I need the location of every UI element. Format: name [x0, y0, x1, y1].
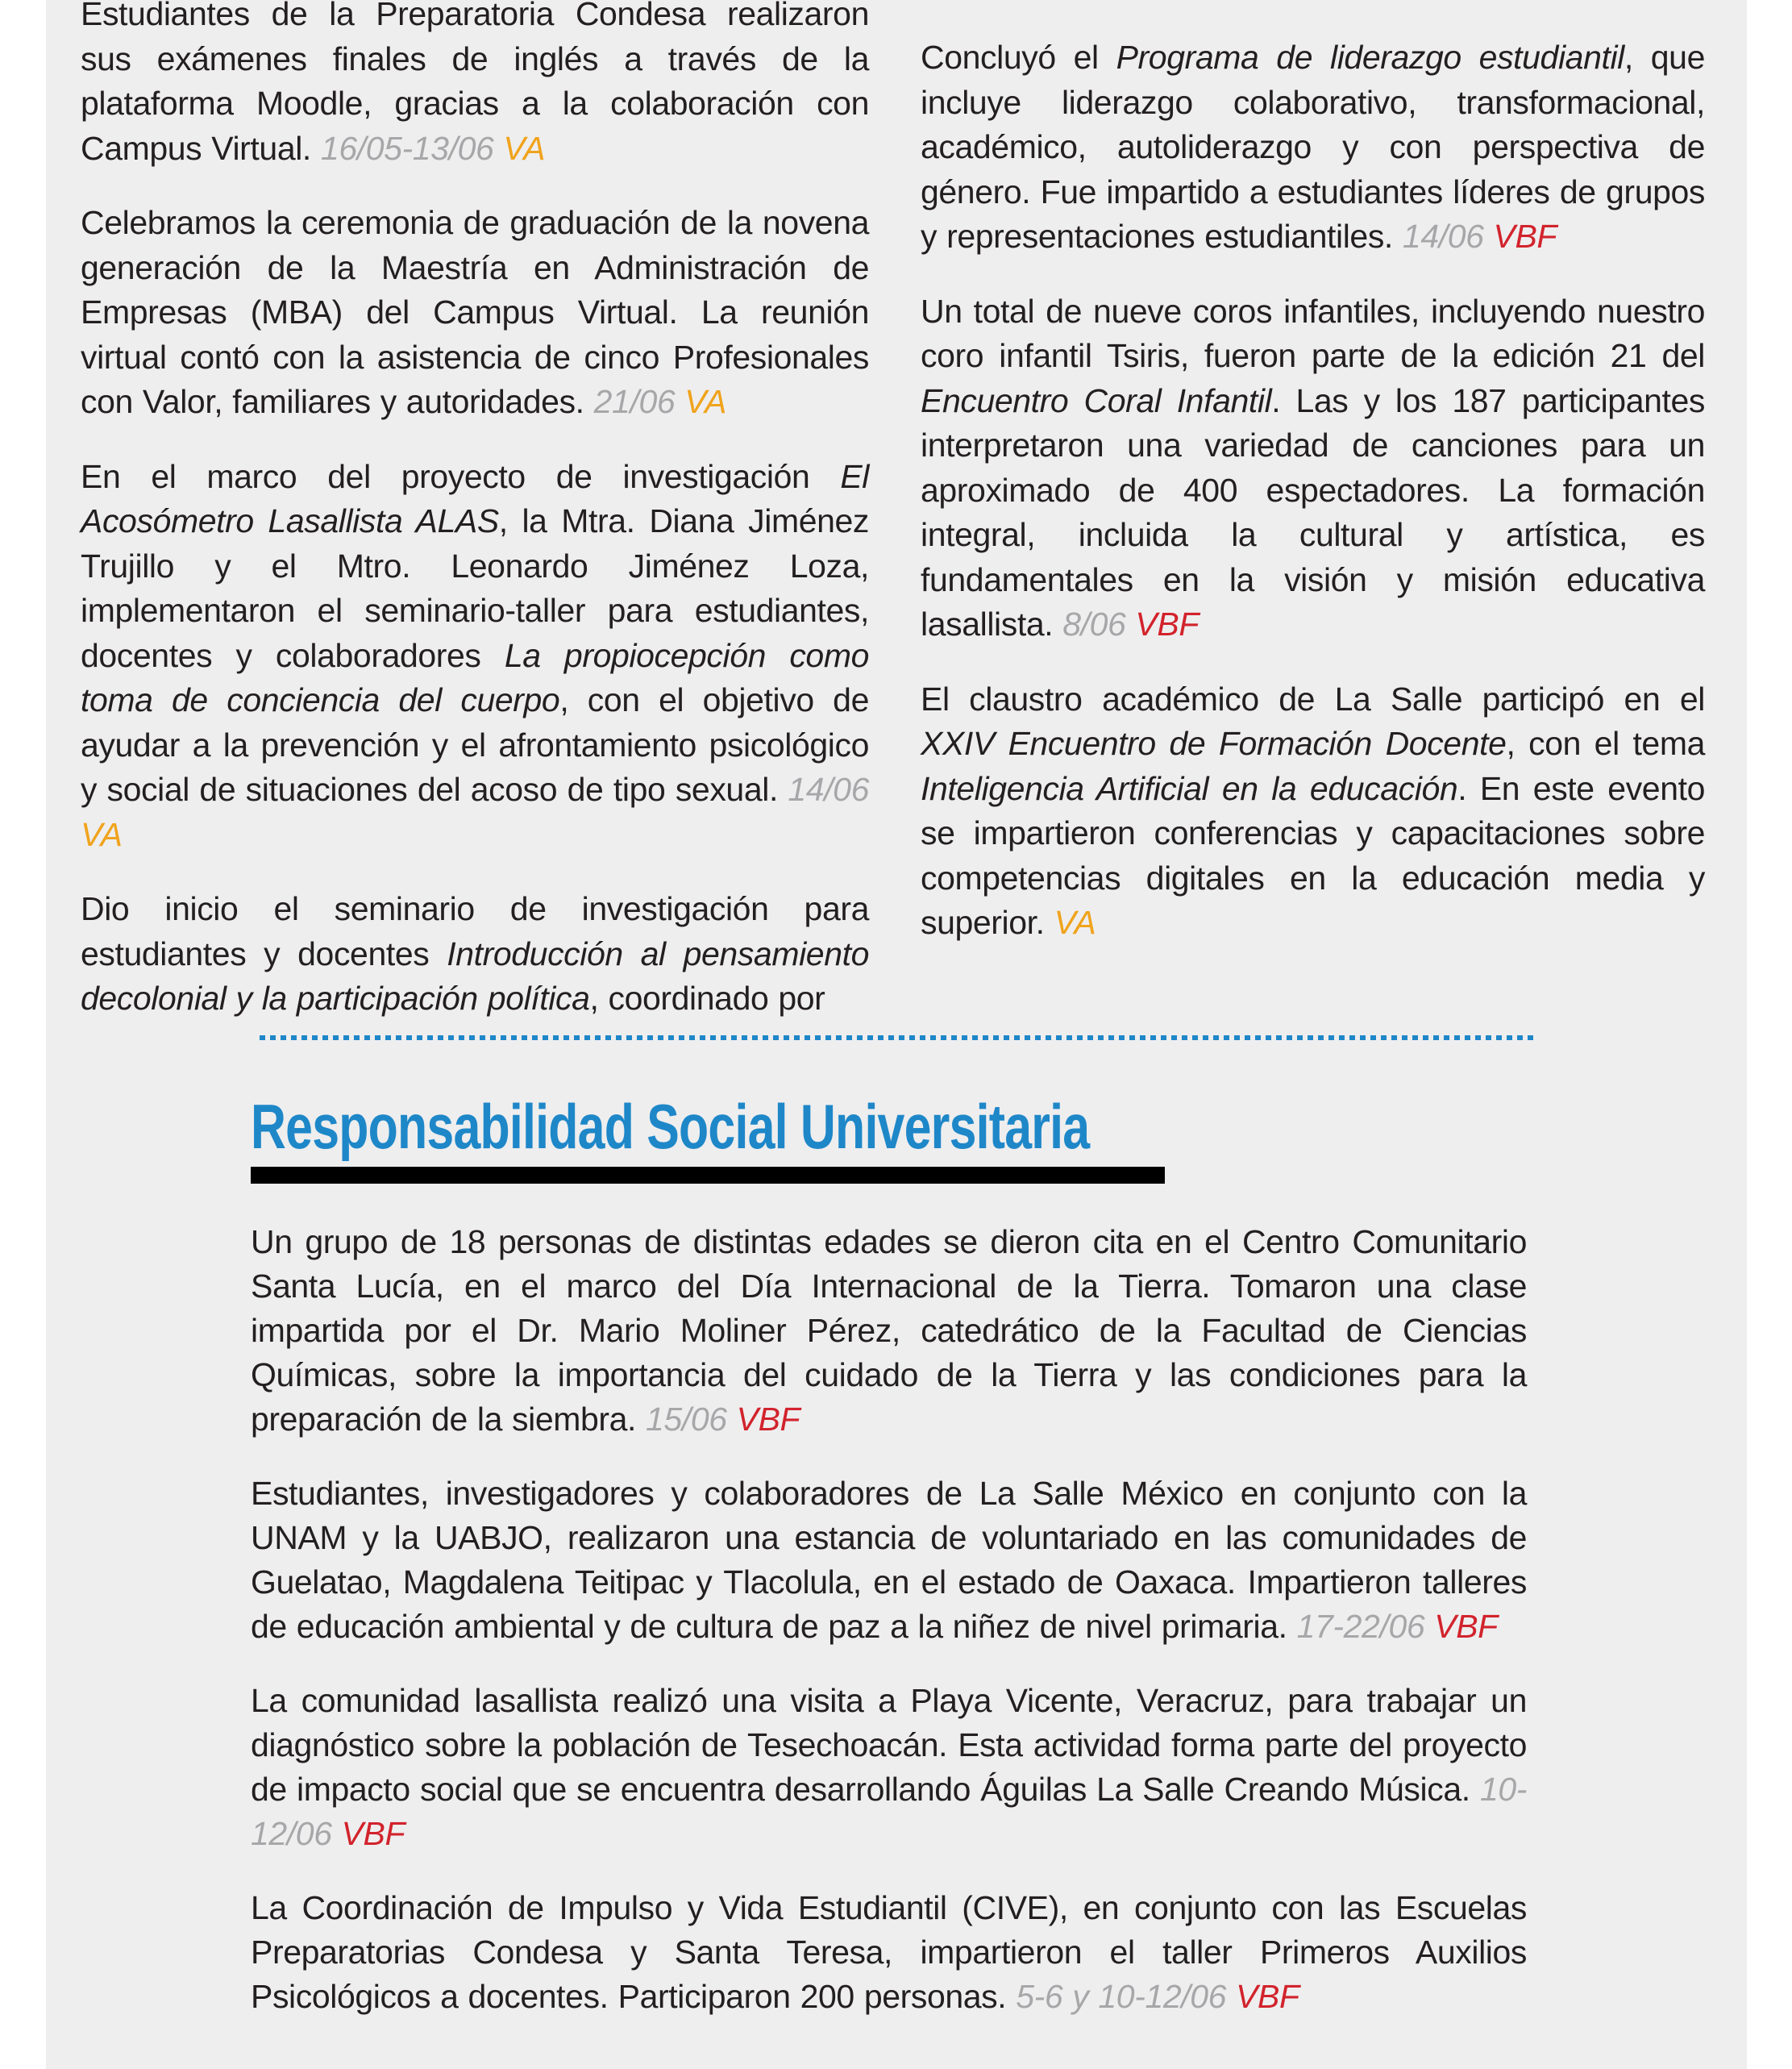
text-run: , con el objetivo de ayudar a la prevención y el afrontamiento psicológico y social de situaciones del acoso de tipo sexual. — [81, 681, 869, 808]
paragraph — [81, 0, 869, 171]
date-stamp: 8/06 — [1062, 606, 1126, 643]
campus-tag: VBF — [1493, 218, 1557, 255]
text-run: , coordinado por — [589, 980, 825, 1017]
text-run: , que incluye liderazgo colaborativo, transformacional, académico, autoliderazgo y con perspectiva de género. Fue impartido a estudiantes líderes de grupos y representaciones estudiantiles. — [921, 39, 1705, 255]
date-stamp: 17-22/06 — [1296, 1608, 1425, 1645]
paragraph — [251, 1679, 1527, 1856]
italic-title-run: Inteligencia Artificial en la educación — [921, 769, 1458, 807]
text-run — [493, 130, 503, 167]
campus-tag: VBF — [341, 1815, 405, 1852]
campus-tag: VBF — [1434, 1608, 1498, 1645]
text-run: , con el tema — [1506, 725, 1705, 762]
italic-title-run: La propiocepción como toma de conciencia del cuerpo — [81, 636, 869, 718]
text-run — [1125, 606, 1135, 643]
section-divider-dashed — [260, 1035, 1538, 1040]
column-right — [921, 35, 1705, 976]
date-stamp: 5-6 y 10-12/06 — [1016, 1978, 1227, 2015]
text-run: . En este evento se impartieron conferencias y capacitaciones sobre competencias digitales en la educación media y superior. — [921, 769, 1705, 941]
campus-tag: VA — [503, 129, 546, 167]
text-run: , la Mtra. Diana Jiménez Trujillo y el Mtro. Leonardo Jiménez Loza, implementaron el seminario-taller para estudiantes, docentes y colaboradores — [81, 502, 870, 674]
date-stamp: 14/06 — [1402, 218, 1484, 255]
paragraph — [251, 1886, 1527, 2019]
date-stamp: 21/06 — [593, 383, 676, 420]
section-body — [251, 1220, 1527, 2049]
text-run — [727, 1401, 737, 1438]
campus-tag: VA — [684, 383, 726, 420]
text-run: Celebramos la ceremonia de graduación de la novena generación de la Maestría en Administración de Empresas (MBA) del Campus Virtual. La reunión virtual contó con la asistencia de cinco Profesionales con Valor, familiares y autoridades. — [81, 204, 869, 420]
text-run — [1424, 1608, 1434, 1645]
paragraph — [251, 1472, 1527, 1649]
text-run — [675, 383, 684, 420]
italic-title-run: El Acosómetro Lasallista ALAS — [81, 457, 869, 539]
date-stamp: 15/06 — [646, 1401, 727, 1438]
campus-tag: VBF — [1135, 606, 1199, 643]
text-run: La Coordinación de Impulso y Vida Estudiantil (CIVE), en conjunto con las Escuelas Preparatorias Condesa y Santa Teresa, impartieron el taller Primeros Auxilios Psicológicos a docentes. Participaron 200 personas. — [251, 1889, 1527, 2015]
text-run: . Las y los 187 participantes interpretaron una variedad de canciones para un aproximado de 400 espectadores. La formación integral, incluida la cultural y artística, es fundamentales en la visión y misión educativa lasallista. — [921, 381, 1706, 643]
campus-tag: VBF — [736, 1401, 800, 1438]
column-left — [81, 0, 869, 1051]
text-run: La comunidad lasallista realizó una visita a Playa Vicente, Veracruz, para trabajar un diagnóstico sobre la población de Tesechoacán. Esta actividad forma parte del proyecto de impacto social que se encuentra desarrollando Águilas La Salle Creando Música. — [251, 1682, 1527, 1808]
paragraph — [251, 1220, 1527, 1442]
campus-tag: VA — [1054, 904, 1096, 941]
italic-title-run: Introducción al pensamiento decolonial y la participación política — [81, 935, 869, 1017]
text-run: El claustro académico de La Salle participó en el — [921, 680, 1705, 718]
text-run: Estudiantes de la Preparatoria Condesa realizaron sus exámenes finales de inglés a través de la plataforma Moodle, gracias a la colaboración con Campus Virtual. — [81, 0, 869, 167]
campus-tag: VBF — [1236, 1978, 1299, 2015]
campus-tag: VA — [81, 815, 123, 853]
text-run — [332, 1815, 342, 1852]
text-run: Dio inicio el seminario de investigación para estudiantes y docentes — [81, 890, 869, 972]
date-stamp: 14/06 — [788, 771, 869, 808]
paragraph — [81, 887, 869, 1022]
text-run: En el marco del proyecto de investigación — [81, 457, 841, 495]
paragraph — [81, 201, 869, 425]
text-run: Concluyó el — [921, 39, 1116, 76]
section-heading: Responsabilidad Social Universitaria — [251, 1091, 1090, 1162]
text-run — [1226, 1978, 1236, 2015]
text-run: Un grupo de 18 personas de distintas edades se dieron cita en el Centro Comunitario Santa Lucía, en el marco del Día Internacional de la Tierra. Tomaron una clase impartida por el Dr. Mario Moliner Pérez, catedrático de la Facultad de Ciencias Químicas, sobre la importancia del cuidado de la Tierra y las condiciones para la preparación de la siembra. — [251, 1223, 1527, 1438]
paragraph — [81, 455, 869, 858]
heading-underline-bar — [251, 1167, 1165, 1184]
date-stamp: 16/05-13/06 — [320, 129, 494, 167]
italic-title-run: Programa de liderazgo estudiantil — [1116, 39, 1624, 76]
date-stamp: 10-12/06 — [251, 1771, 1527, 1852]
text-run — [1484, 218, 1494, 255]
paragraph — [921, 289, 1705, 647]
paragraph — [921, 677, 1705, 946]
paragraph — [921, 35, 1705, 260]
italic-title-run: Encuentro Coral Infantil — [921, 381, 1272, 419]
text-run: Un total de nueve coros infantiles, incluyendo nuestro coro infantil Tsiris, fueron parte de la edición 21 del — [921, 292, 1705, 374]
text-run: Estudiantes, investigadores y colaboradores de La Salle México en conjunto con la UNAM y la UABJO, realizaron una estancia de voluntariado en las comunidades de Guelatao, Magdalena Teitipac y Tlacolula, en el estado de Oaxaca. Impartieron talleres de educación ambiental y de cultura de paz a la niñez de nivel primaria. — [251, 1475, 1527, 1645]
italic-title-run: XXIV Encuentro de Formación Docente — [921, 725, 1507, 762]
